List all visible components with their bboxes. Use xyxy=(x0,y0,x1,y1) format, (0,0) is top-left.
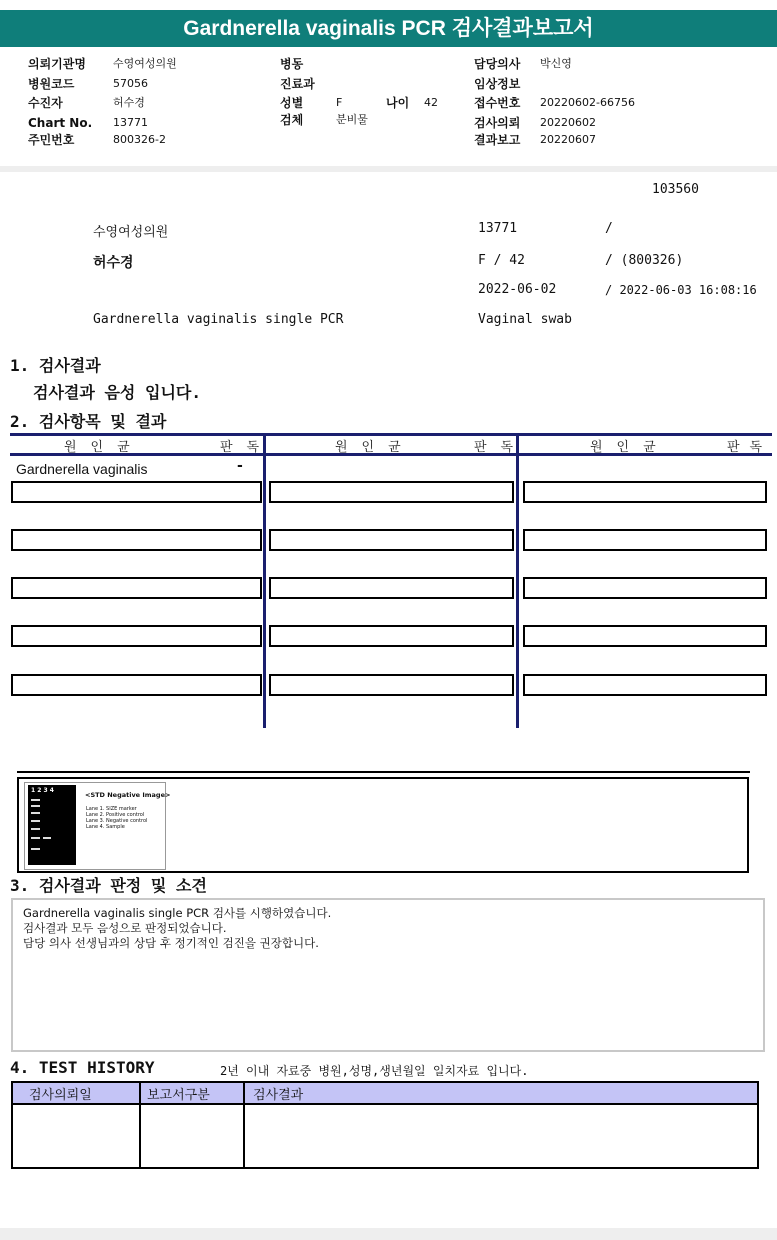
result-cell xyxy=(523,529,767,551)
page-footer-band xyxy=(0,1228,777,1240)
history-cell xyxy=(244,1104,758,1168)
opinion-line: Gardnerella vaginalis single PCR 검사를 시행하였습니다. xyxy=(23,906,332,920)
column-header-judgement: 판독 xyxy=(474,440,528,455)
gel-legend-item: Lane 3. Negative control xyxy=(86,818,148,824)
header-value: 13771 xyxy=(113,116,148,129)
opinion-box xyxy=(11,898,765,1052)
gel-marker-band xyxy=(31,848,40,850)
result-cell xyxy=(269,529,514,551)
summary-request-date: 2022-06-02 xyxy=(478,282,557,297)
header-value: 허수경 xyxy=(113,96,145,109)
history-cell xyxy=(140,1104,244,1168)
summary-patient: 허수경 xyxy=(93,255,134,271)
header-label: 임상정보 xyxy=(474,77,521,91)
gel-marker-band xyxy=(31,805,40,807)
history-cell xyxy=(12,1104,140,1168)
header-label: 성별 xyxy=(280,96,304,110)
gel-marker-band xyxy=(31,812,40,814)
section3-heading: 3. 검사결과 판정 및 소견 xyxy=(10,876,207,895)
summary-report-datetime: / 2022-06-03 16:08:16 xyxy=(605,283,757,297)
gel-legend xyxy=(86,806,147,830)
section2-heading: 2. 검사항목 및 결과 xyxy=(10,412,167,431)
result-cell xyxy=(523,481,767,503)
header-label: Chart No. xyxy=(28,116,93,130)
result-cell xyxy=(11,481,262,503)
section4-heading: 4. TEST HISTORY xyxy=(10,1058,155,1077)
result-cell xyxy=(523,625,767,647)
header-label: 검체 xyxy=(280,113,304,127)
header-value: 분비물 xyxy=(336,113,368,126)
gel-image xyxy=(24,782,171,870)
result-judgement: - xyxy=(237,458,243,474)
gel-legend-item: Lane 2. Positive control xyxy=(86,812,145,818)
column-header-organism: 원인균 xyxy=(590,440,670,455)
header-label: 담당의사 xyxy=(474,57,521,71)
result-cell xyxy=(269,577,514,599)
gel-top-rule xyxy=(17,771,750,773)
gel-marker-band xyxy=(31,837,40,839)
age-label: 나이 xyxy=(386,96,410,110)
history-col-report-type: 보고서구분 xyxy=(140,1082,244,1104)
patient-header xyxy=(0,48,777,168)
column-header-organism: 원인균 xyxy=(64,440,144,455)
opinion-line: 검사결과 모두 음성으로 판정되었습니다. xyxy=(23,921,227,935)
report-title: Gardnerella vaginalis PCR 검사결과보고서 xyxy=(0,10,777,47)
result-cell xyxy=(269,481,514,503)
header-label: 주민번호 xyxy=(28,133,75,147)
header-label: 검사의뢰 xyxy=(474,116,521,130)
history-col-result: 검사결과 xyxy=(244,1082,758,1104)
header-label: 의뢰기관명 xyxy=(28,57,86,71)
summary-clinic: 수영여성의원 xyxy=(93,225,169,240)
history-col-request-date: 검사의뢰일 xyxy=(12,1082,140,1104)
gel-title: <STD Negative Image> xyxy=(85,791,171,799)
header-value: F xyxy=(336,96,343,109)
report-code: 103560 xyxy=(652,182,699,197)
gel-lane-numbers: 1 2 3 4 xyxy=(31,787,54,794)
gel-legend-item: Lane 4. Sample xyxy=(86,824,125,830)
summary-sex-age: F / 42 xyxy=(478,253,525,268)
section1-result: 검사결과 음성 입니다. xyxy=(33,383,202,402)
section1-heading: 1. 검사결과 xyxy=(10,356,101,375)
summary-birth: / (800326) xyxy=(605,253,684,268)
header-value: 20220602-66756 xyxy=(540,96,635,109)
history-header-row xyxy=(12,1082,758,1104)
result-cell xyxy=(269,674,514,696)
gel-legend-item: Lane 1. SIZE marker xyxy=(86,806,137,812)
column-header-judgement: 판독 xyxy=(727,440,773,455)
result-organism: Gardnerella vaginalis xyxy=(16,461,148,477)
column-header-judgement: 판독 xyxy=(220,440,274,455)
header-label: 병동 xyxy=(280,57,304,71)
age-value: 42 xyxy=(424,96,438,109)
summary-test-name: Gardnerella vaginalis single PCR xyxy=(93,312,344,327)
history-table xyxy=(11,1081,759,1169)
header-value: 57056 xyxy=(113,77,148,90)
history-note: 2년 이내 자료중 병원,성명,생년월일 일치자료 입니다. xyxy=(220,1064,529,1078)
header-label: 병원코드 xyxy=(28,77,75,91)
gel-positive-band xyxy=(43,837,51,839)
header-divider xyxy=(0,166,777,172)
summary-specimen: Vaginal swab xyxy=(478,312,572,327)
result-cell xyxy=(11,577,262,599)
header-value: 20220602 xyxy=(540,116,596,129)
result-cell xyxy=(269,625,514,647)
gel-marker-band xyxy=(31,799,40,801)
result-cell xyxy=(11,529,262,551)
results-table-divider xyxy=(263,433,266,728)
summary-separator: / xyxy=(605,221,613,236)
result-cell xyxy=(11,674,262,696)
header-label: 결과보고 xyxy=(474,133,521,147)
gel-marker-band xyxy=(31,820,40,822)
header-value: 20220607 xyxy=(540,133,596,146)
header-label: 수진자 xyxy=(28,96,63,110)
header-value: 박신영 xyxy=(540,57,572,70)
result-cell xyxy=(523,674,767,696)
results-table-divider xyxy=(516,433,519,728)
summary-chart: 13771 xyxy=(478,221,518,236)
column-header-organism: 원인균 xyxy=(335,440,415,455)
result-cell xyxy=(11,625,262,647)
header-value: 수영여성의원 xyxy=(113,57,177,70)
header-label: 진료과 xyxy=(280,77,315,91)
result-cell xyxy=(523,577,767,599)
gel-lanes xyxy=(28,785,76,865)
opinion-line: 담당 의사 선생님과의 상담 후 정기적인 검진을 권장합니다. xyxy=(23,936,319,950)
header-label: 접수번호 xyxy=(474,96,521,110)
gel-marker-band xyxy=(31,828,40,830)
header-value: 800326-2 xyxy=(113,133,166,146)
history-empty-row xyxy=(12,1104,758,1168)
